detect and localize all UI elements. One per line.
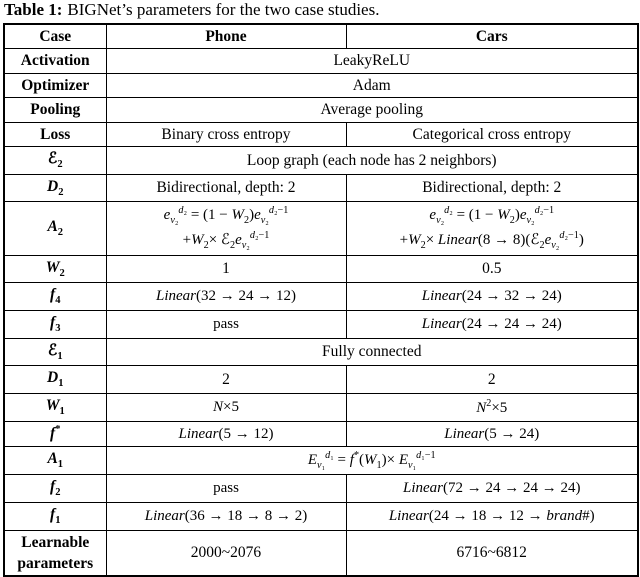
row-label-e1: ℰ$_1$ — [4, 338, 106, 366]
cell-f3-cars: Linear(24 → 24 → 24) — [346, 311, 638, 339]
cell-f2-phone: pass — [106, 475, 346, 503]
cell-w1-cars: $N^2\times 5$ — [346, 393, 638, 421]
cell-a1-value: $E_{v_1}^{d_1} = f^*(W_1)\times E_{v_1}^{d_1-1}$ — [106, 447, 638, 475]
table-row — [4, 174, 638, 202]
cell-d1-cars: 2 — [346, 366, 638, 394]
cell-w2-cars: 0.5 — [346, 255, 638, 283]
row-label-optimizer: Optimizer — [4, 73, 106, 97]
row-label-a2: $A_2$ — [4, 202, 106, 256]
table-row — [4, 393, 638, 421]
header-phone: Phone — [106, 24, 346, 49]
cell-d1-phone: 2 — [106, 366, 346, 394]
row-label-f4: $f_4$ — [4, 283, 106, 311]
row-label-pooling: Pooling — [4, 98, 106, 122]
table-row — [4, 73, 638, 97]
cell-w2-phone: 1 — [106, 255, 346, 283]
caption-text: BIGNet’s parameters for the two case studies. — [67, 0, 380, 19]
row-label-e2: ℰ$_2$ — [4, 146, 106, 174]
cell-d2-cars: Bidirectional, depth: 2 — [346, 174, 638, 202]
cell-w1-phone: N×5 — [106, 393, 346, 421]
table-header-row — [4, 24, 638, 49]
table-row — [4, 146, 638, 174]
cell-pooling-value: Average pooling — [106, 98, 638, 122]
row-label-activation: Activation — [4, 49, 106, 73]
header-cars: Cars — [346, 24, 638, 49]
header-case: Case — [4, 24, 106, 49]
cell-d2-phone: Bidirectional, depth: 2 — [106, 174, 346, 202]
cell-a2-phone: $e_{v_2}^{d_2} = (1 - W_2)e_{v_2}^{d_2-1}$ $+W_2\times$ $ℰ_2e_{v_2}^{d_2-1}$ — [106, 202, 346, 256]
table-row — [4, 255, 638, 283]
table-row — [4, 202, 638, 256]
table-row — [4, 311, 638, 339]
cell-a2-cars: $e_{v_2}^{d_2} = (1 - W_2)e_{v_2}^{d_2-1}$ $+W_2\times$ Linear(8 → $8)(ℰ_2e_{v_2}^{d_2-1})$ — [346, 202, 638, 256]
cell-f1-cars: Linear(24 → 18 → 12 → brand#) — [346, 503, 638, 531]
row-label-f2: $f_2$ — [4, 475, 106, 503]
table-row — [4, 366, 638, 394]
cell-activation-value: LeakyReLU — [106, 49, 638, 73]
table-row — [4, 530, 638, 576]
row-label-w1: $W_1$ — [4, 393, 106, 421]
cell-fstar-cars: Linear(5 → 24) — [346, 421, 638, 447]
row-label-loss: Loss — [4, 122, 106, 146]
cell-fstar-phone: Linear(5 → 12) — [106, 421, 346, 447]
cell-optimizer-value: Adam — [106, 73, 638, 97]
row-label-f1: $f_1$ — [4, 503, 106, 531]
row-label-learnable: Learnable parameters — [4, 530, 106, 576]
table-caption — [0, 0, 640, 23]
cell-f1-phone: Linear(36 → 18 → 8 → 2) — [106, 503, 346, 531]
cell-learnable-phone: 2000~2076 — [106, 530, 346, 576]
cell-e1-value: Fully connected — [106, 338, 638, 366]
table-row — [4, 338, 638, 366]
row-label-fstar: f* — [4, 421, 106, 447]
table-row — [4, 98, 638, 122]
cell-f4-cars: Linear(24 → 32 → 24) — [346, 283, 638, 311]
cell-loss-cars: Categorical cross entropy — [346, 122, 638, 146]
table-row — [4, 503, 638, 531]
row-label-a1: $A_1$ — [4, 447, 106, 475]
cell-learnable-cars: 6716~6812 — [346, 530, 638, 576]
cell-loss-phone: Binary cross entropy — [106, 122, 346, 146]
row-label-d2: $D_2$ — [4, 174, 106, 202]
caption-label: Table 1: — [4, 0, 63, 19]
table-row — [4, 447, 638, 475]
cell-f4-phone: Linear(32 → 24 → 12) — [106, 283, 346, 311]
table-row — [4, 421, 638, 447]
table-row — [4, 475, 638, 503]
cell-f2-cars: Linear(72 → 24 → 24 → 24) — [346, 475, 638, 503]
table-row — [4, 283, 638, 311]
table-row — [4, 49, 638, 73]
table-row — [4, 122, 638, 146]
parameters-table — [3, 23, 639, 577]
row-label-f3: $f_3$ — [4, 311, 106, 339]
row-label-w2: $W_2$ — [4, 255, 106, 283]
row-label-d1: $D_1$ — [4, 366, 106, 394]
cell-f3-phone: pass — [106, 311, 346, 339]
cell-e2-value: Loop graph (each node has 2 neighbors) — [106, 146, 638, 174]
